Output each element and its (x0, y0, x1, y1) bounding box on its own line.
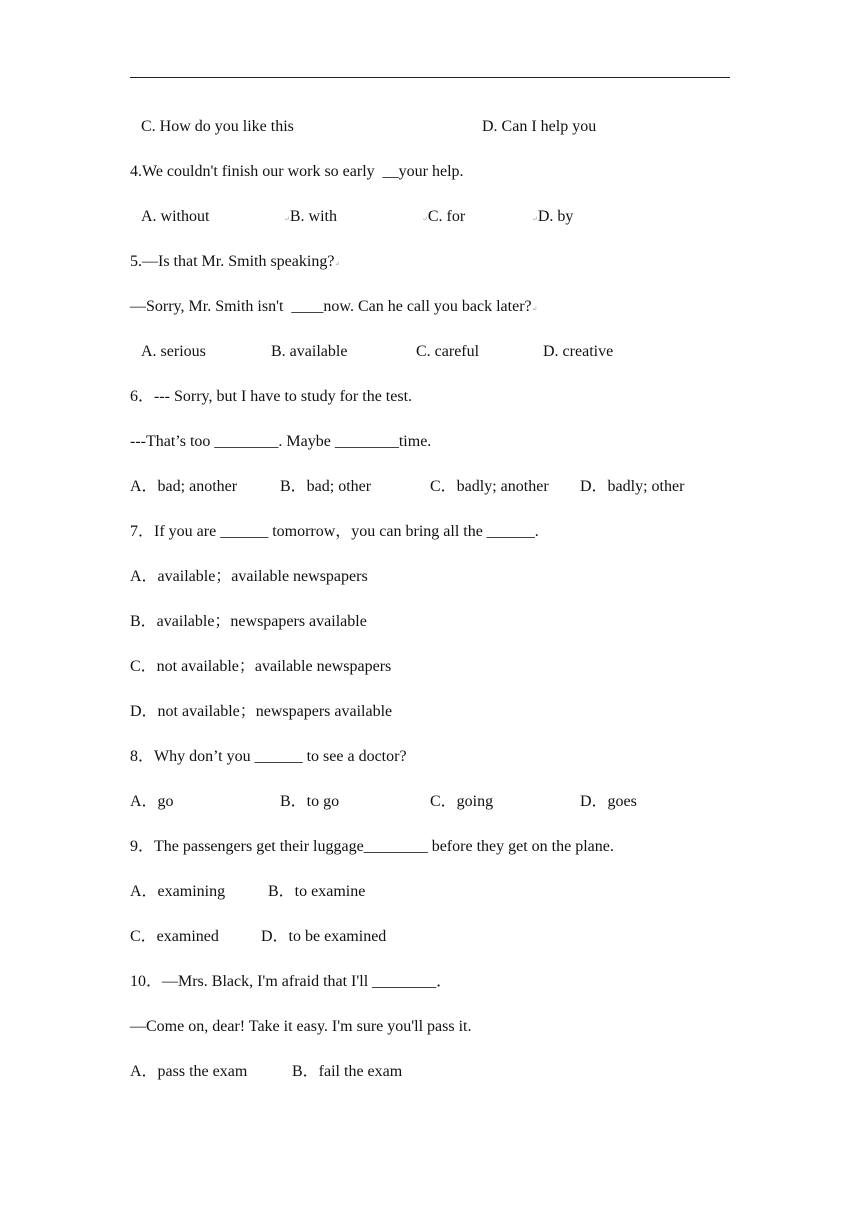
q4-option-a: A. without (141, 208, 210, 225)
q7-option-c: C．not available；available newspapers (130, 658, 392, 675)
q8-stem: 8．Why don’t you ______ to see a doctor? (130, 748, 407, 765)
q5-reply-row (130, 297, 538, 317)
q6-stem: 6．--- Sorry, but I have to study for the test. (130, 388, 413, 405)
q9-option-c: C．examined (130, 928, 219, 945)
q6-reply: ---That’s too ________. Maybe ________time. (130, 433, 432, 450)
q5-stem-row (130, 252, 340, 272)
q8-option-d: D．goes (580, 793, 637, 810)
q9-stem: 9．The passengers get their luggage________ before they get on the plane. (130, 838, 614, 855)
q8-option-c: C．going (430, 793, 494, 810)
q6-option-d: D．badly; other (580, 478, 685, 495)
q8-option-a: A．go (130, 793, 174, 810)
q7-option-a: A．available；available newspapers (130, 568, 368, 585)
paragraph-mark-icon: ↵ (284, 215, 290, 223)
q6-option-b: B．bad; other (280, 478, 372, 495)
q10-reply: —Come on, dear! Take it easy. I'm sure you'll pass it. (130, 1018, 472, 1035)
q5-reply: —Sorry, Mr. Smith isn't ____now. Can he call you back later? (130, 298, 532, 315)
q6-option-a: A．bad; another (130, 478, 238, 495)
q4-option-c-row (422, 207, 465, 227)
q4-option-c: C. for (427, 208, 466, 225)
q10-option-b: B．fail the exam (292, 1063, 403, 1080)
q5-stem: 5.—Is that Mr. Smith speaking? (130, 253, 335, 270)
header-rule (130, 77, 730, 78)
q5-option-c: C. careful (416, 343, 480, 360)
q5-option-a: A. serious (141, 343, 206, 360)
paragraph-mark-icon: ↵ (422, 215, 428, 223)
q3-option-c: C. How do you like this (141, 118, 294, 135)
q4-option-d: D. by (537, 208, 574, 225)
q6-option-c: C．badly; another (430, 478, 549, 495)
q7-stem: 7．If you are ______ tomorrow，you can bring all the ______. (130, 523, 539, 540)
q8-option-b: B．to go (280, 793, 340, 810)
q5-option-d: D. creative (543, 343, 614, 360)
paragraph-mark-icon: ↵ (334, 260, 341, 268)
q3-option-d: D. Can I help you (482, 118, 597, 135)
q4-option-b: B. with (289, 208, 337, 225)
q7-option-b: B．available；newspapers available (130, 613, 367, 630)
paragraph-mark-icon: ↵ (532, 215, 538, 223)
q5-option-b: B. available (271, 343, 348, 360)
q4-option-d-row (532, 207, 573, 227)
q10-option-a: A．pass the exam (130, 1063, 248, 1080)
q9-option-d: D．to be examined (261, 928, 387, 945)
q4-option-b-row (284, 207, 337, 227)
paragraph-mark-icon: ↵ (531, 305, 538, 313)
q4-stem: 4.We couldn't finish our work so early __your help. (130, 163, 464, 180)
q9-option-b: B．to examine (268, 883, 366, 900)
q7-option-d: D．not available；newspapers available (130, 703, 393, 720)
q10-stem: 10．—Mrs. Black, I'm afraid that I'll ________． (130, 973, 453, 990)
q9-option-a: A．examining (130, 883, 226, 900)
